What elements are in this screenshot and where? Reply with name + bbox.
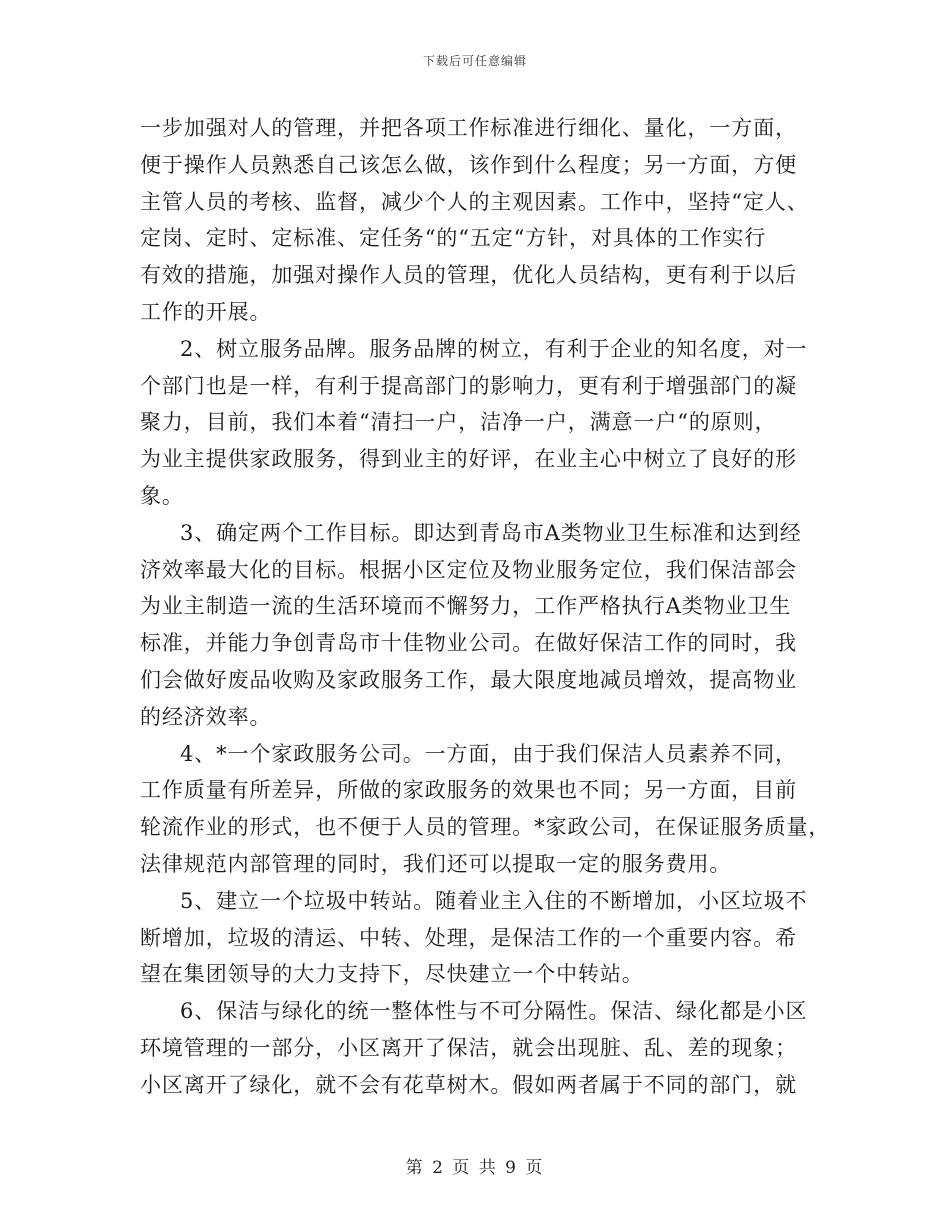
text-line: 望在集团领导的大力支持下，尽快建立一个中转站。 xyxy=(140,962,644,987)
text-line: 主管人员的考核、监督，减少个人的主观因素。工作中，坚持“定人、 xyxy=(140,189,809,214)
text-line: 小区离开了绿化，就不会有花草树木。假如两者属于不同的部门，就 xyxy=(140,1072,797,1097)
text-line: 标准，并能力争创青岛市十佳物业公司。在做好保洁工作的同时，我 xyxy=(140,631,797,656)
paragraph-6-start: 6、保洁与绿化的统一整体性与不可分隔性。保洁、绿化都是小区 xyxy=(180,999,808,1024)
text-line: 断增加，垃圾的清运、中转、处理，是保洁工作的一个重要内容。希 xyxy=(140,925,797,950)
text-line: 便于操作人员熟悉自己该怎么做，该作到什么程度；另一方面，方便 xyxy=(140,152,797,177)
text-line: 环境管理的一部分，小区离开了保洁，就会出现脏、乱、差的现象； xyxy=(140,1035,797,1060)
text-line: 济效率最大化的目标。根据小区定位及物业服务定位，我们保洁部会 xyxy=(140,557,797,582)
text-line: 的经济效率。 xyxy=(140,704,272,729)
paragraph-5-start: 5、建立一个垃圾中转站。随着业主入住的不断增加，小区垃圾不 xyxy=(180,888,808,913)
page-header: 下载后可任意编辑 xyxy=(422,54,527,68)
text-line: 有效的措施，加强对操作人员的管理，优化人员结构，更有利于以后 xyxy=(140,263,797,288)
text-line: 法律规范内部管理的同时，我们还可以提取一定的服务费用。 xyxy=(140,851,732,876)
text-line: 象。 xyxy=(140,483,184,508)
text-line: 轮流作业的形式，也不便于人员的管理。*家政公司，在保证服务质量， xyxy=(140,815,831,840)
text-line: 工作的开展。 xyxy=(140,299,272,324)
text-line: 个部门也是一样，有利于提高部门的影响力，更有利于增强部门的凝 xyxy=(140,373,797,398)
document-body xyxy=(140,110,831,1104)
text-line: 工作质量有所差异，所做的家政服务的效果也不同；另一方面，目前 xyxy=(140,778,797,803)
paragraph-4-start: 4、*一个家政服务公司。一方面，由于我们保洁人员素养不同， xyxy=(180,741,797,766)
text-line: 为业主提供家政服务，得到业主的好评，在业主心中树立了良好的形 xyxy=(140,447,797,472)
text-line: 一步加强对人的管理，并把各项工作标准进行细化、量化，一方面， xyxy=(140,116,797,140)
text-line: 聚力，目前，我们本着“清扫一户，洁净一户，满意一户“的原则， xyxy=(140,410,777,435)
text-line: 定岗、定时、定标准、定任务“的“五定“方针，对具体的工作实行 xyxy=(140,226,767,251)
page-number: 第 2 页 共 9 页 xyxy=(405,1158,545,1178)
paragraph-3-start: 3、确定两个工作目标。即达到青岛市A类物业卫生标准和达到经 xyxy=(180,520,802,545)
text-line: 为业主制造一流的生活环境而不懈努力，工作严格执行A类物业卫生 xyxy=(140,594,792,619)
text-line: 们会做好废品收购及家政服务工作，最大限度地减员增效，提高物业 xyxy=(140,667,797,692)
paragraph-2-start: 2、树立服务品牌。服务品牌的树立，有利于企业的知名度，对一 xyxy=(180,336,808,361)
